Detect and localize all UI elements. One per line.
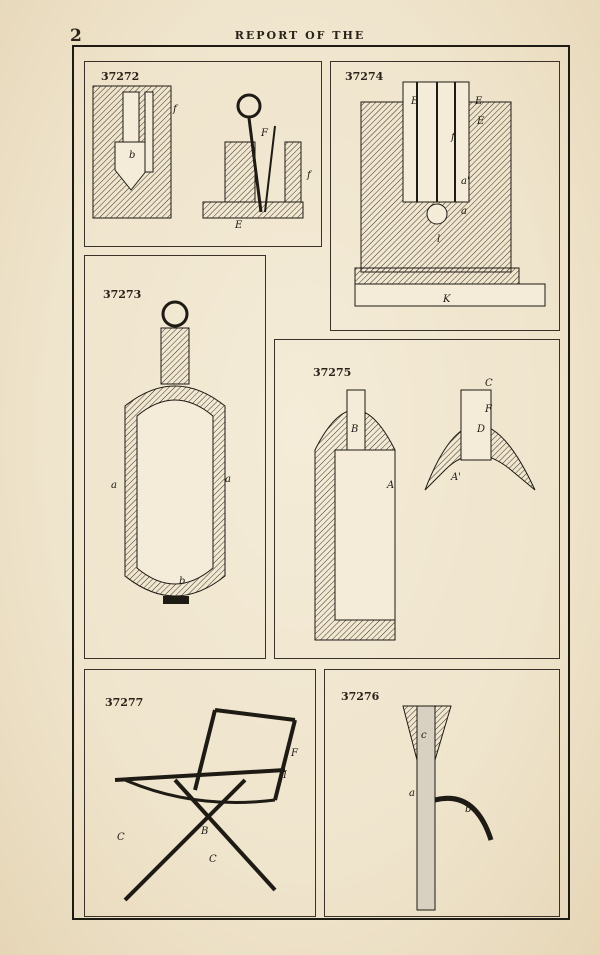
figure-37274-label: f xyxy=(451,132,455,143)
figure-37274-label: E xyxy=(477,116,485,127)
figure-37274-label: a' xyxy=(461,176,470,187)
figure-number-37275: 37275 xyxy=(313,366,352,379)
figure-37275-label: D xyxy=(477,424,486,435)
figure-37275 xyxy=(274,339,560,659)
figure-37276-label: b xyxy=(465,804,472,815)
figure-37274-label: l xyxy=(437,234,441,245)
figure-37274 xyxy=(330,61,560,331)
figure-37277-label: C xyxy=(117,832,125,843)
figure-37274-label: a xyxy=(461,206,467,217)
figure-37272 xyxy=(84,61,322,247)
figure-37277-label: I xyxy=(283,770,287,781)
figure-37272-label: f xyxy=(307,170,311,181)
figure-37274-drawing xyxy=(331,62,561,332)
figure-37274-label: E xyxy=(475,96,483,107)
figure-37275-label: A' xyxy=(451,472,461,483)
figure-37275-label: B xyxy=(351,424,359,435)
page-number: 2 xyxy=(70,26,82,46)
figure-37276-label: c xyxy=(421,730,427,741)
plate-frame xyxy=(72,45,570,920)
figure-37274-label: K xyxy=(443,294,451,305)
figure-37272-label: F xyxy=(261,128,268,139)
figure-37276-label: a xyxy=(409,788,415,799)
figure-37272-drawing xyxy=(85,62,323,248)
figure-37277-label: F xyxy=(291,748,298,759)
figure-37275-drawing xyxy=(275,340,561,660)
figure-37273-label: b xyxy=(179,576,186,587)
figure-37272-label: E xyxy=(235,220,243,231)
figure-37273-label: a xyxy=(111,480,117,491)
figure-37277-label: B xyxy=(201,826,209,837)
figure-37275-label: F xyxy=(485,404,492,415)
running-head: REPORT OF THE xyxy=(234,29,366,42)
figure-37275-label: C xyxy=(485,378,493,389)
figure-37272-label: b xyxy=(129,150,136,161)
figure-number-37276: 37276 xyxy=(341,690,380,703)
figure-number-37272: 37272 xyxy=(101,70,140,83)
figure-number-37277: 37277 xyxy=(105,696,144,709)
figure-37273 xyxy=(84,255,266,659)
figure-37274-label: E xyxy=(411,96,419,107)
figure-37276-drawing xyxy=(325,670,561,918)
figure-37276 xyxy=(324,669,560,917)
figure-37275-label: A xyxy=(387,480,395,491)
figure-number-37274: 37274 xyxy=(345,70,384,83)
figure-37273-drawing xyxy=(85,256,267,660)
figure-number-37273: 37273 xyxy=(103,288,142,301)
figure-37272-label: f xyxy=(173,104,177,115)
figure-37273-label: a xyxy=(225,474,231,485)
figure-37277-label: C xyxy=(209,854,217,865)
figure-37277 xyxy=(84,669,316,917)
figure-37277-drawing xyxy=(85,670,317,918)
